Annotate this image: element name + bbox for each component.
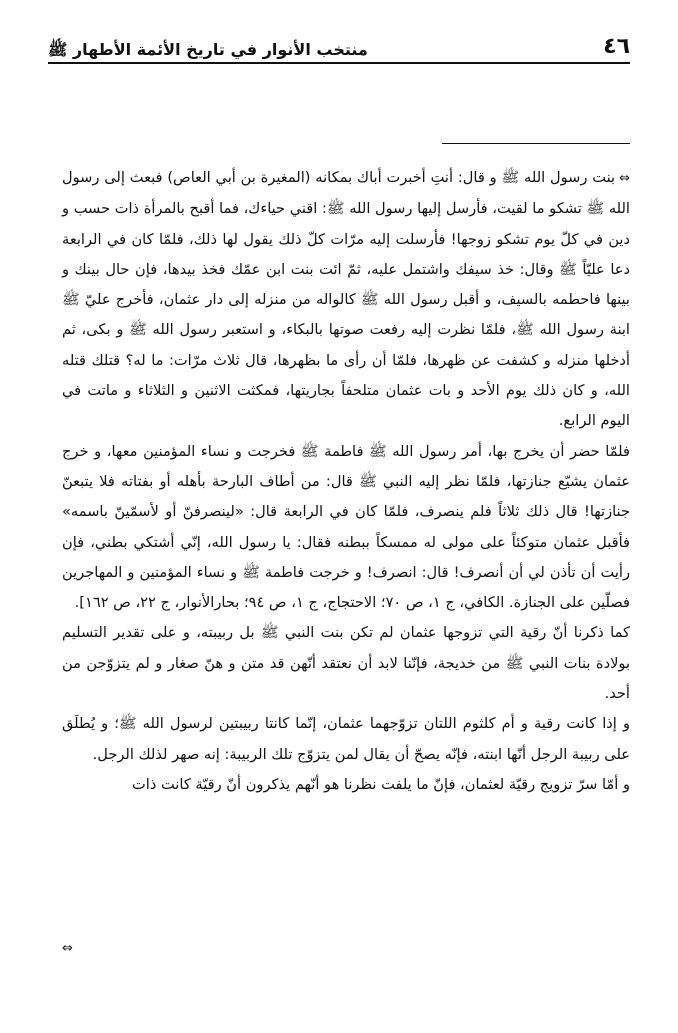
paragraph-2: فلمّا حضر أن يخرج بها، أمر رسول الله ﷺ فاطمة ﷺ فخرجت و نساء المؤمنين معها، و خرج عثمان يشيّع جنازتها، فلمّا نظر إليه النبي ﷺ قال: من أطاف البارحة بأهله أو بفتاته فلا يتبعنّ جنازتها! قال ذلك ثلاثاً فلم ينصرف، فلمّا كان في الرابعة قال: «لينصرفنّ أو لأسمّينّ باسمه» فأقبل عثمان متوكئاً على مولى له ممسكاً ببطنه فقال: يا رسول الله، إنّي أشتكي بطني، فإن رأيت أن تأذن لي أن أنصرف! قال: انصرف! و خرجت فاطمة ﷺ و نساء المؤمنين و المهاجرين فصلّين على الجنازة. الكافي، ج ١، ص ٧٠؛ الاحتجاج، ج ١، ص ٩٤؛ بحارالأنوار، ج ٢٢، ص ١٦٢]. bbox=[62, 442, 630, 612]
footnote-rule bbox=[442, 143, 630, 144]
paragraph-4: و إذا كانت رقية و أم كلثوم اللتان تزوّجهما عثمان، إنّما كانتا ربيبتين لرسول الله ﷺ؛ و يُطلَق على ربيبة الرجل أنّها ابنته، فإنّه يصحّ أن يقال لمن يتزوّج تلك الربيبة: إنه صهر لذلك الرجل. bbox=[62, 715, 630, 763]
header-rule bbox=[48, 62, 630, 64]
continuation-arrow-icon: ⇔ bbox=[619, 171, 630, 186]
paragraph-1 bbox=[62, 163, 630, 437]
end-arrow-icon: ⇔ bbox=[62, 941, 73, 956]
running-header bbox=[48, 28, 630, 58]
running-title: منتخب الأنوار في تاريخ الأئمة الأطهار ﷺ bbox=[48, 40, 368, 59]
paragraph-3: كما ذكرنا أنّ رقية التي تزوجها عثمان لم تكن بنت النبي ﷺ بل ربيبته، و على تقدير التسليم بولادة بنات النبي ﷺ من خديجة، فإنّنا لابد أن نعتقد أنّهن قد متن و هنّ صغار و لم يتزوّجن من أحد. bbox=[62, 624, 630, 703]
paragraph-text: بنت رسول الله ﷺ و قال: أنتِ أخبرت أباك بمكانه (المغيرة بن أبي العاص) فبعث إلى رسول الله ﷺ تشكو ما لقيت، فأرسل إليها رسول الله ﷺ: اقني حياءك، فما أقبح بالمرأة ذات حسب و دين في كلّ يوم تشكو زوجها! فأرسلت إليه مرّات كلّ ذلك يقول لها ذلك، فلمّا كان في الرابعة دعا عليّاً ﷺ وقال: خذ سيفك واشتمل عليه، ثمّ ائت بنت ابن عمّك فخذ بيدها، فإن حال بينك و بينها فاحطمه بالسيف، و أقبل رسول الله ﷺ كالواله من منزله إلى دار عثمان، فأخرج عليّ ﷺ ابنة رسول الله ﷺ، فلمّا نظرت إليه رفعت صوتها بالبكاء، و استعبر رسول الله ﷺ و بكى، ثم أدخلها منزله و كشفت عن ظهرها، فلمّا أن رأى ما بظهرها، قال ثلاث مرّات: ما له؟ قتلك قتله الله، و كان ذلك يوم الأحد و بات عثمان متلحفاً بجاريتها، فمكثت الاثنين و الثلاثاء و ماتت في اليوم الرابع. bbox=[62, 169, 630, 430]
body-text bbox=[62, 163, 630, 800]
paragraph-5: و أمّا سرّ تزويج رقيّة لعثمان، فإنّ ما يلفت نظرنا هو أنّهم يذكرون أنّ رقيّة كانت ذات bbox=[132, 775, 630, 793]
page-number: ٤٦ bbox=[603, 34, 630, 59]
